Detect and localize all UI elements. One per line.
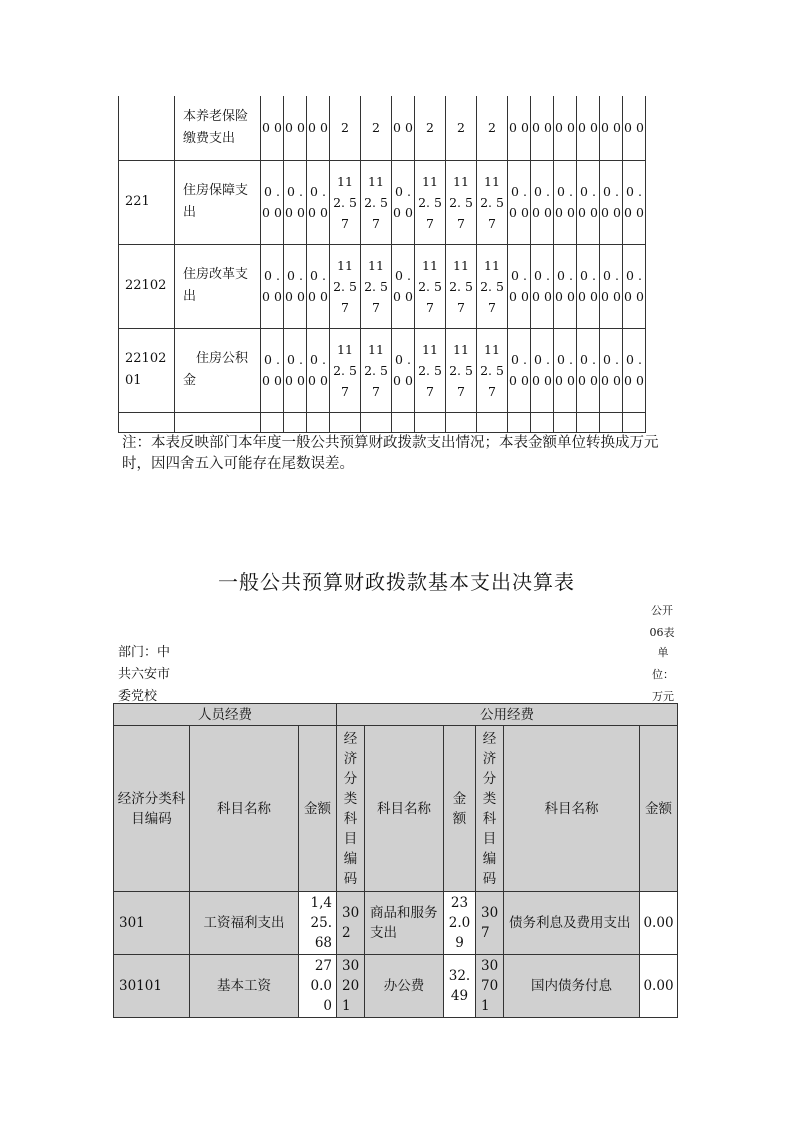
empty-cell	[415, 412, 446, 432]
expenditure-detail-table	[118, 96, 646, 433]
amount-cell: 0 0	[577, 96, 600, 160]
econ-code: 30101	[114, 955, 190, 1018]
col-header-amount: 金额	[444, 726, 476, 892]
amount-cell: 11 2. 57	[361, 244, 392, 328]
amount-cell: 0 . 0 0	[531, 328, 554, 412]
department-label: 部门：中共六安市委党校	[118, 645, 171, 704]
col-header-econ-code: 经济分类科目编码	[476, 726, 504, 892]
amount-cell: 11 2. 57	[477, 244, 508, 328]
econ-code: 307	[476, 892, 504, 955]
table-row	[119, 244, 646, 328]
amount-cell: 0 . 0 0	[554, 160, 577, 244]
subject-code	[119, 96, 175, 160]
col-header-amount: 金额	[640, 726, 678, 892]
item-name: 国内债务付息	[504, 955, 640, 1018]
table-row	[119, 160, 646, 244]
amount-cell: 0 . 0 0	[600, 328, 623, 412]
econ-code: 302	[337, 892, 365, 955]
amount-cell: 2	[415, 96, 446, 160]
page-title: 一般公共预算财政拨款基本支出决算表	[218, 570, 575, 594]
amount-cell: 0 . 0 0	[531, 244, 554, 328]
amount-cell: 0 . 0 0	[508, 160, 531, 244]
amount-cell: 11 2. 57	[415, 328, 446, 412]
amount-cell: 0 . 0 0	[623, 160, 646, 244]
amount-cell: 0 . 0 0	[600, 244, 623, 328]
amount-cell: 0 . 0 0	[531, 160, 554, 244]
amount-cell: 0 . 0 0	[577, 328, 600, 412]
basic-expenditure-table	[113, 703, 678, 1018]
item-name: 办公费	[365, 955, 444, 1018]
econ-code: 30201	[337, 955, 365, 1018]
amount: 0.00	[640, 892, 678, 955]
col-header-econ-code: 经济分类科目编码	[337, 726, 365, 892]
amount-cell: 11 2. 57	[330, 244, 361, 328]
table-row	[114, 892, 678, 955]
amount-cell: 0 . 0 0	[307, 160, 330, 244]
amount-cell: 0 . 0 0	[261, 244, 284, 328]
amount-cell: 0 . 0 0	[508, 328, 531, 412]
amount-cell: 11 2. 57	[415, 244, 446, 328]
empty-cell	[554, 412, 577, 432]
amount-cell: 0 . 0 0	[577, 244, 600, 328]
empty-cell	[261, 412, 284, 432]
col-header-name: 科目名称	[190, 726, 299, 892]
amount-cell: 0 . 0 0	[284, 328, 307, 412]
col-header-code: 经济分类科目编码	[114, 726, 190, 892]
amount-cell: 2	[361, 96, 392, 160]
amount-cell: 0 . 0 0	[577, 160, 600, 244]
empty-cell	[508, 412, 531, 432]
amount-cell: 11 2. 57	[330, 160, 361, 244]
amount-cell: 2	[330, 96, 361, 160]
amount-cell: 0 0	[600, 96, 623, 160]
amount-cell: 0 . 0 0	[392, 244, 415, 328]
empty-cell	[577, 412, 600, 432]
amount-cell: 0 . 0 0	[392, 328, 415, 412]
empty-cell	[446, 412, 477, 432]
table-note: 注：本表反映部门本年度一般公共预算财政拨款支出情况；本表金额单位转换成万元时，因四舍五入可能存在尾数误差。	[122, 435, 659, 472]
empty-cell	[119, 412, 175, 432]
subject-code: 221	[119, 160, 175, 244]
empty-cell	[330, 412, 361, 432]
amount-cell: 11 2. 57	[361, 160, 392, 244]
amount-cell: 0 . 0 0	[623, 328, 646, 412]
amount-cell: 0 0	[554, 96, 577, 160]
item-name: 工资福利支出	[190, 892, 299, 955]
amount-cell: 11 2. 57	[446, 160, 477, 244]
empty-cell	[392, 412, 415, 432]
amount-cell: 0 . 0 0	[554, 244, 577, 328]
amount-cell: 2	[446, 96, 477, 160]
table-row	[114, 955, 678, 1018]
subject-name: 本养老保险缴费支出	[175, 96, 261, 160]
amount-cell: 11 2. 57	[446, 328, 477, 412]
amount-cell: 0 0	[392, 96, 415, 160]
amount-cell: 0 0	[284, 96, 307, 160]
amount-cell: 0 . 0 0	[554, 328, 577, 412]
item-name: 基本工资	[190, 955, 299, 1018]
amount-cell: 0 . 0 0	[284, 160, 307, 244]
empty-cell	[531, 412, 554, 432]
amount-cell: 11 2. 57	[415, 160, 446, 244]
col-header-amount: 金额	[299, 726, 337, 892]
subject-code: 22102	[119, 244, 175, 328]
personnel-expense-header: 人员经费	[114, 704, 337, 726]
amount-cell: 11 2. 57	[361, 328, 392, 412]
amount-cell: 11 2. 57	[330, 328, 361, 412]
table-row	[119, 328, 646, 412]
amount: 32.49	[444, 955, 476, 1018]
empty-cell	[623, 412, 646, 432]
amount-cell: 0 . 0 0	[392, 160, 415, 244]
subject-name: 住房公积金	[175, 328, 261, 412]
amount-cell: 0 0	[623, 96, 646, 160]
amount-cell: 0 0	[508, 96, 531, 160]
amount: 1,425.68	[299, 892, 337, 955]
amount-cell: 0 0	[261, 96, 284, 160]
item-name: 商品和服务支出	[365, 892, 444, 955]
subject-name: 住房保障支出	[175, 160, 261, 244]
amount-cell: 0 . 0 0	[623, 244, 646, 328]
empty-cell	[307, 412, 330, 432]
amount-cell: 0 . 0 0	[307, 328, 330, 412]
col-header-name: 科目名称	[365, 726, 444, 892]
empty-cell	[361, 412, 392, 432]
amount-cell: 0 0	[531, 96, 554, 160]
empty-cell	[175, 412, 261, 432]
amount-cell: 11 2. 57	[446, 244, 477, 328]
subject-code: 2210201	[119, 328, 175, 412]
empty-cell	[284, 412, 307, 432]
subject-name: 住房改革支出	[175, 244, 261, 328]
econ-code: 301	[114, 892, 190, 955]
empty-row	[119, 412, 646, 432]
item-name: 债务利息及费用支出	[504, 892, 640, 955]
amount-cell: 0 0	[307, 96, 330, 160]
econ-code: 30701	[476, 955, 504, 1018]
empty-cell	[600, 412, 623, 432]
amount-cell: 2	[477, 96, 508, 160]
empty-cell	[477, 412, 508, 432]
amount-cell: 0 . 0 0	[261, 328, 284, 412]
amount: 0.00	[640, 955, 678, 1018]
amount-cell: 11 2. 57	[477, 160, 508, 244]
amount-cell: 0 . 0 0	[600, 160, 623, 244]
amount-cell: 0 . 0 0	[307, 244, 330, 328]
public-expense-header: 公用经费	[337, 704, 678, 726]
amount-cell: 0 . 0 0	[261, 160, 284, 244]
amount: 232.09	[444, 892, 476, 955]
amount-cell: 0 . 0 0	[508, 244, 531, 328]
form-number: 公开06表	[649, 604, 675, 639]
table-row	[119, 96, 646, 160]
col-header-name: 科目名称	[504, 726, 640, 892]
amount: 270.00	[299, 955, 337, 1018]
amount-cell: 11 2. 57	[477, 328, 508, 412]
unit-label: 单位：万元	[652, 646, 674, 703]
amount-cell: 0 . 0 0	[284, 244, 307, 328]
